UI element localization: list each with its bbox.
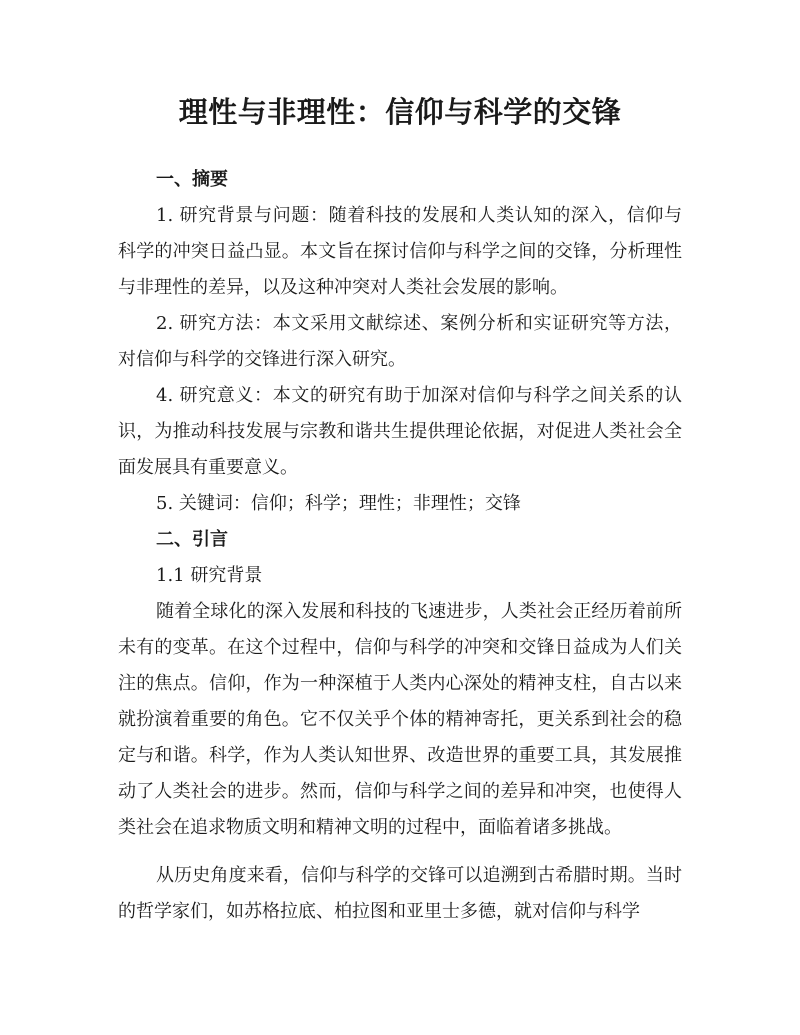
background-paragraph-2: 从历史角度来看，信仰与科学的交锋可以追溯到古希腊时期。当时的哲学家们，如苏格拉底、柏拉图和亚里士多德，就对信仰与科学 bbox=[118, 865, 682, 922]
background-subheading: 1.1 研究背景 bbox=[156, 565, 263, 586]
abstract-paragraph-significance: 4. 研究意义：本文的研究有助于加深对信仰与科学之间关系的认识，为推动科技发展与宗教和谐共生提供理论依据，对促进人类社会全面发展具有重要意义。 bbox=[118, 385, 682, 478]
background-paragraph-1: 随着全球化的深入发展和科技的飞速进步，人类社会正经历着前所未有的变革。在这个过程中，信仰与科学的冲突和交锋日益成为人们关注的焦点。信仰，作为一种深植于人类内心深处的精神支柱，自古以来就扮演着重要的角色。它不仅关乎个体的精神寄托，更关系到社会的稳定与和谐。科学，作为人类认知世界、改造世界的重要工具，其发展推动了人类社会的进步。然而，信仰与科学之间的差异和冲突，也使得人类社会在追求物质文明和精神文明的过程中，面临着诸多挑战。 bbox=[118, 601, 682, 838]
abstract-paragraph-keywords: 5. 关键词：信仰；科学；理性；非理性；交锋 bbox=[156, 493, 521, 514]
abstract-paragraph-background: 1. 研究背景与问题：随着科技的发展和人类认知的深入，信仰与科学的冲突日益凸显。本文旨在探讨信仰与科学之间的交锋，分析理性与非理性的差异，以及这种冲突对人类社会发展的影响。 bbox=[118, 205, 682, 298]
abstract-paragraph-methods: 2. 研究方法：本文采用文献综述、案例分析和实证研究等方法，对信仰与科学的交锋进行深入研究。 bbox=[118, 313, 682, 370]
document-title: 理性与非理性：信仰与科学的交锋 bbox=[178, 95, 622, 129]
intro-heading: 二、引言 bbox=[156, 529, 228, 550]
abstract-heading: 一、摘要 bbox=[156, 169, 228, 190]
